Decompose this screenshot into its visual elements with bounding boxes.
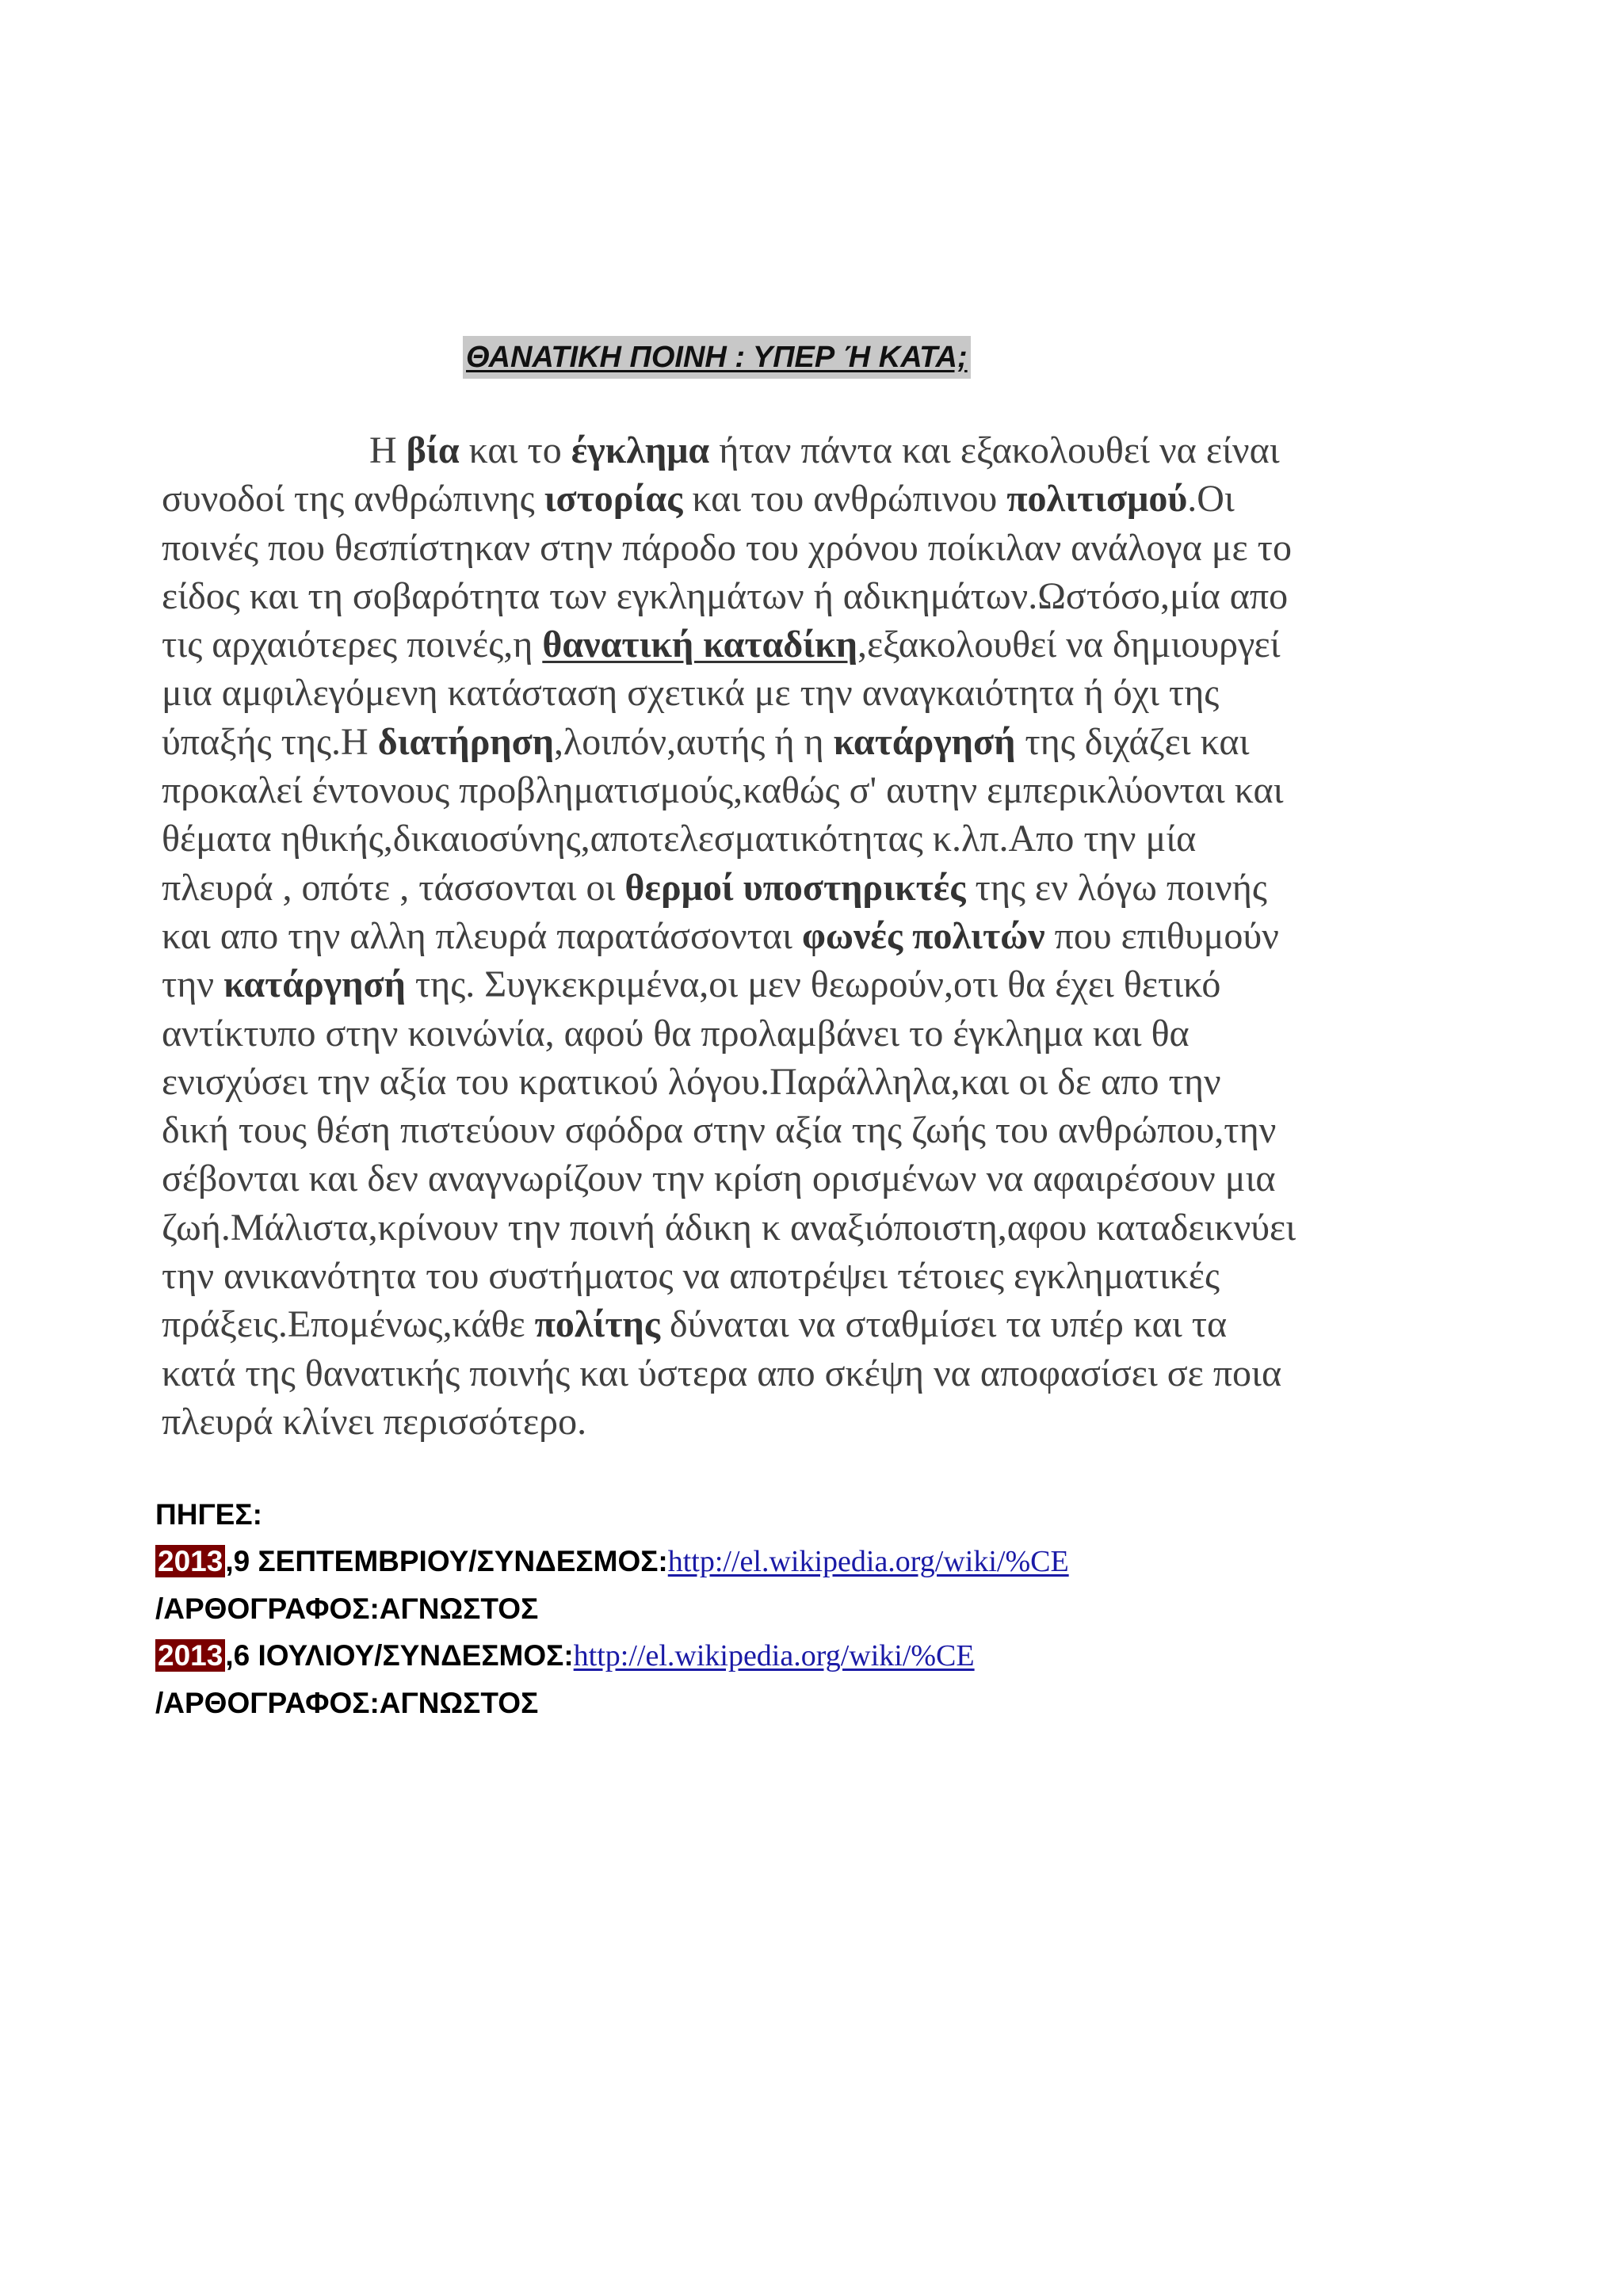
source-year: 2013 (155, 1639, 225, 1672)
text-run: ήταν πάντα και εξακολουθεί να είναι (709, 429, 1280, 471)
body-line (162, 426, 1485, 475)
source-author: /ΑΡΘΟΓΡΑΦΟΣ:ΑΓΝΩΣΤΟΣ (155, 1687, 539, 1719)
source-link[interactable]: http://el.wikipedia.org/wiki/%CE (667, 1545, 1069, 1578)
body-line: προκαλεί έντονους προβληματισμούς,καθώς σ' αυτην εμπερικλύονται και (162, 769, 1284, 812)
body-line (162, 960, 1485, 1009)
body-line: κατά της θανατικής ποινής και ύστερα απο σκέψη να αποφασίσει σε ποια (162, 1352, 1282, 1394)
text-run: της διχάζει και (1015, 720, 1250, 763)
sources-section (155, 1491, 1069, 1726)
source-entry (155, 1632, 1069, 1680)
bold-term: κατάργησή (223, 963, 406, 1006)
text-run: την (162, 963, 224, 1006)
text-run: και το (459, 429, 571, 471)
essay-body (162, 426, 1485, 1446)
body-line: ζωή.Μάλιστα,κρίνουν την ποινή άδικη κ αναξιόποιστη,αφου καταδεικνύει (162, 1206, 1296, 1249)
bold-term: θερμοί υποστηρικτές (624, 866, 966, 909)
body-line: ποινές που θεσπίστηκαν στην πάροδο του χρόνου ποίκιλαν ανάλογα με το (162, 526, 1292, 569)
body-line (162, 1300, 1485, 1348)
body-line: μια αμφιλεγόμενη κατάσταση σχετικά με την αναγκαιότητα ή όχι της (162, 672, 1220, 715)
body-line: αντίκτυπο στην κοινώνία, αφού θα προλαμβάνει το έγκλημα και θα (162, 1012, 1190, 1055)
body-line: σέβονται και δεν αναγνωρίζουν την κρίση ορισμένων να αφαιρέσουν μια (162, 1158, 1276, 1200)
body-line (162, 912, 1485, 960)
body-line: πλευρά κλίνει περισσότερο. (162, 1400, 587, 1443)
bold-term: πολίτης (534, 1303, 661, 1346)
text-run: συνοδοί της ανθρώπινης (162, 478, 544, 521)
body-line: ενισχύσει την αξία του κρατικού λόγου.Παράλληλα,και οι δε απο την (162, 1060, 1221, 1103)
body-line (162, 718, 1485, 766)
bold-term: κατάργησή (833, 720, 1016, 763)
bold-term: ιστορίας (544, 478, 683, 521)
text-run: και απο την αλλη πλευρά παρατάσσονται (162, 914, 802, 957)
body-line: την ανικανότητα του συστήματος να αποτρέψει τέτοιες εγκληματικές (162, 1255, 1220, 1298)
bold-term: έγκλημα (571, 429, 710, 471)
body-line (162, 620, 1485, 669)
source-link[interactable]: http://el.wikipedia.org/wiki/%CE (573, 1639, 975, 1672)
text-run: της εν λόγω ποινής (965, 866, 1267, 909)
sources-heading: ΠΗΓΕΣ: (155, 1498, 262, 1531)
text-run: τις αρχαιότερες ποινές,η (162, 624, 543, 666)
text-run: δύναται να σταθμίσει τα υπέρ και τα (660, 1303, 1228, 1346)
text-run: ύπαξής της.Η (162, 720, 378, 763)
body-line: δική τους θέση πιστεύουν σφόδρα στην αξία της ζωής του ανθρώπου,την (162, 1109, 1277, 1152)
text-run: ,εξακολουθεί να δημιουργεί (857, 624, 1281, 666)
bold-term: φωνές πολιτών (801, 914, 1045, 957)
source-author: /ΑΡΘΟΓΡΑΦΟΣ:ΑΓΝΩΣΤΟΣ (155, 1592, 539, 1625)
body-line: είδος και τη σοβαρότητα των εγκλημάτων ή αδικημάτων.Ωστόσο,μία απο (162, 574, 1289, 617)
page-title: ΘΑΝΑΤΙΚΗ ΠΟΙΝΗ : ΥΠΕΡ Ή ΚΑΤΑ; (463, 336, 971, 379)
text-run: της. Συγκεκριμένα,οι μεν θεωρούν,οτι θα έχει θετικό (405, 963, 1221, 1006)
bold-term: βία (406, 429, 460, 471)
bold-term: διατήρηση (377, 720, 554, 763)
text-run: πλευρά , οπότε , τάσσονται οι (162, 866, 625, 909)
source-entry (155, 1538, 1069, 1585)
text-run: .Οι (1187, 478, 1235, 521)
text-run: πράξεις.Επομένως,κάθε (162, 1303, 535, 1346)
text-run: Η (369, 429, 407, 471)
source-year: 2013 (155, 1545, 225, 1577)
text-run: που επιθυμούν (1044, 914, 1279, 957)
source-date: ,6 ΙΟΥΛΙΟΥ/ΣΥΝΔΕΣΜΟΣ: (225, 1639, 574, 1672)
body-line (162, 475, 1485, 523)
source-date: ,9 ΣΕΠΤΕΜΒΡΙΟΥ/ΣΥΝΔΕΣΜΟΣ: (225, 1545, 668, 1577)
body-line: θέματα ηθικής,δικαιοσύνης,αποτελεσματικότητας κ.λπ.Απο την μία (162, 818, 1197, 860)
bold-underlined-term: θανατική καταδίκη (542, 624, 857, 666)
text-run: ,λοιπόν,αυτής ή η (554, 720, 834, 763)
bold-term: πολιτισμού (1006, 478, 1188, 521)
body-line (162, 864, 1485, 912)
text-run: και του ανθρώπινου (682, 478, 1007, 521)
